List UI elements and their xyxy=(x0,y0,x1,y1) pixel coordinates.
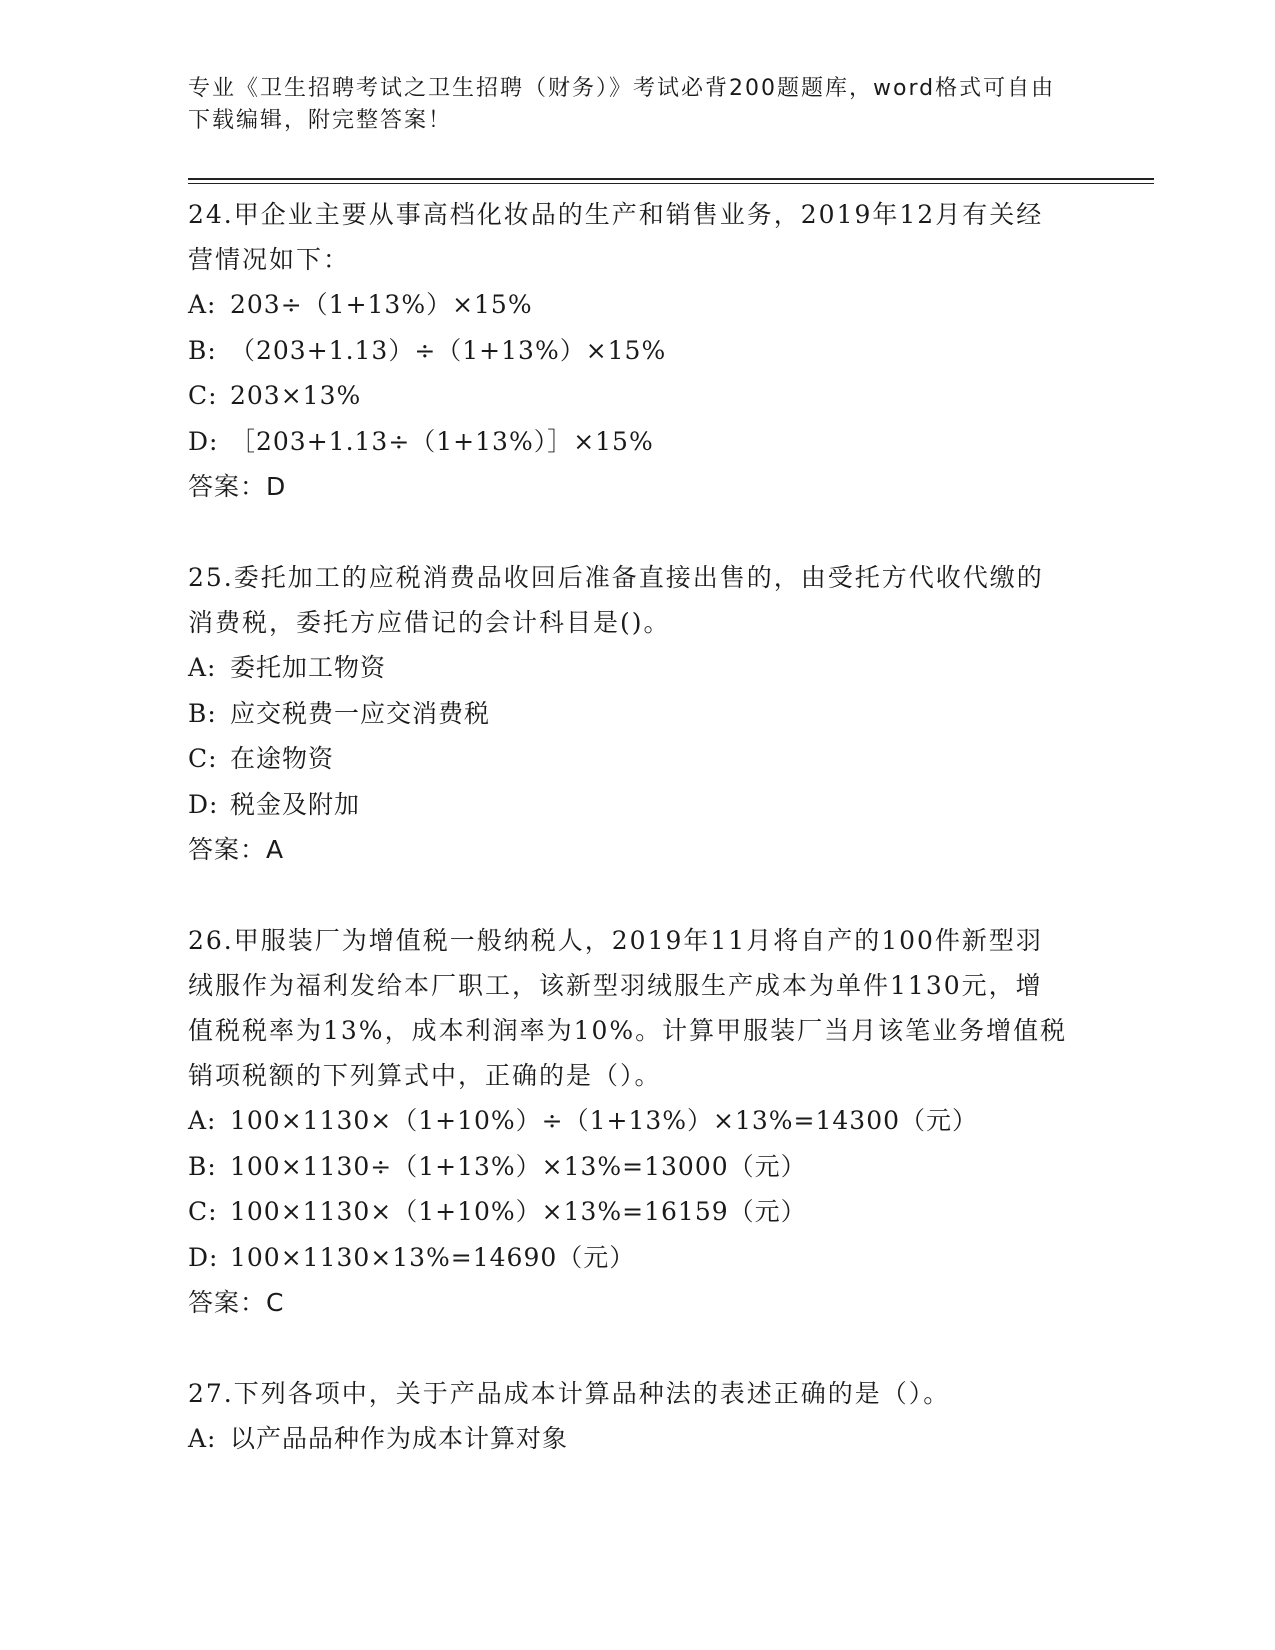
option-b xyxy=(188,328,1088,374)
document-header: 专业《卫生招聘考试之卫生招聘（财务）》考试必背200题题库，word格式可自由下载编辑，附完整答案！ xyxy=(188,76,1056,133)
spacer xyxy=(188,509,1088,555)
option-a xyxy=(188,1098,1088,1144)
question-list xyxy=(188,192,1088,1462)
option-a xyxy=(188,1416,1088,1462)
option-label: A: xyxy=(188,653,217,682)
option-text: 100×1130×13%=14690（元） xyxy=(230,1242,636,1272)
question-24 xyxy=(188,192,1088,509)
option-label: B: xyxy=(188,1151,217,1181)
option-text: 203×13% xyxy=(230,381,362,410)
question-stem: 27.下列各项中，关于产品成本计算品种法的表述正确的是（）。 xyxy=(188,1379,951,1408)
answer-line: 答案：C xyxy=(188,1288,285,1317)
option-text: ［203+1.13÷（1+13%）］×15% xyxy=(230,426,654,456)
header-divider-thin xyxy=(188,183,1154,184)
option-a xyxy=(188,645,1088,691)
option-b xyxy=(188,1144,1088,1190)
option-text: 应交税费一应交消费税 xyxy=(230,698,491,728)
option-text: 在途物资 xyxy=(230,744,335,773)
option-c xyxy=(188,736,1088,782)
option-label: A: xyxy=(188,1106,217,1135)
option-text: （203+1.13）÷（1+13%）×15% xyxy=(230,335,667,365)
option-text: 203÷（1+13%）×15% xyxy=(230,290,533,319)
option-label: D: xyxy=(188,1242,219,1272)
question-25 xyxy=(188,555,1088,872)
answer-line: 答案：D xyxy=(188,472,287,501)
question-stem: 24.甲企业主要从事高档化妆品的生产和销售业务，2019年12月有关经营情况如下： xyxy=(188,200,1044,274)
option-text: 100×1130×（1+10%）×13%=16159（元） xyxy=(230,1197,807,1226)
option-d xyxy=(188,782,1088,828)
option-text: 100×1130×（1+10%）÷（1+13%）×13%=14300（元） xyxy=(230,1106,979,1135)
option-text: 委托加工物资 xyxy=(230,653,387,682)
question-27 xyxy=(188,1371,1088,1462)
option-text: 100×1130÷（1+13%）×13%=13000（元） xyxy=(230,1151,807,1181)
option-label: A: xyxy=(188,290,217,319)
header-divider-thick xyxy=(188,178,1154,180)
option-label: D: xyxy=(188,426,219,456)
option-label: C: xyxy=(188,744,218,773)
option-label: B: xyxy=(188,698,217,728)
option-label: C: xyxy=(188,381,218,410)
option-a xyxy=(188,282,1088,328)
question-stem: 25.委托加工的应税消费品收回后准备直接出售的，由受托方代收代缴的消费税，委托方应借记的会计科目是()。 xyxy=(188,563,1044,637)
option-c xyxy=(188,1189,1088,1235)
option-label: D: xyxy=(188,789,219,819)
spacer xyxy=(188,1325,1088,1371)
option-label: A: xyxy=(188,1424,217,1453)
spacer xyxy=(188,872,1088,918)
option-d xyxy=(188,1235,1088,1281)
option-b xyxy=(188,691,1088,737)
question-stem: 26.甲服装厂为增值税一般纳税人，2019年11月将自产的100件新型羽绒服作为福利发给本厂职工，该新型羽绒服生产成本为单件1130元，增值税税率为13%，成本利润率为10%。计算甲服装厂当月该笔业务增值税销项税额的下列算式中，正确的是（）。 xyxy=(188,926,1068,1090)
option-d xyxy=(188,419,1088,465)
option-label: B: xyxy=(188,335,217,365)
option-text: 以产品品种作为成本计算对象 xyxy=(230,1424,569,1453)
answer-line: 答案：A xyxy=(188,835,285,864)
option-c xyxy=(188,373,1088,419)
option-text: 税金及附加 xyxy=(230,789,361,819)
option-label: C: xyxy=(188,1197,218,1226)
question-26 xyxy=(188,918,1088,1325)
